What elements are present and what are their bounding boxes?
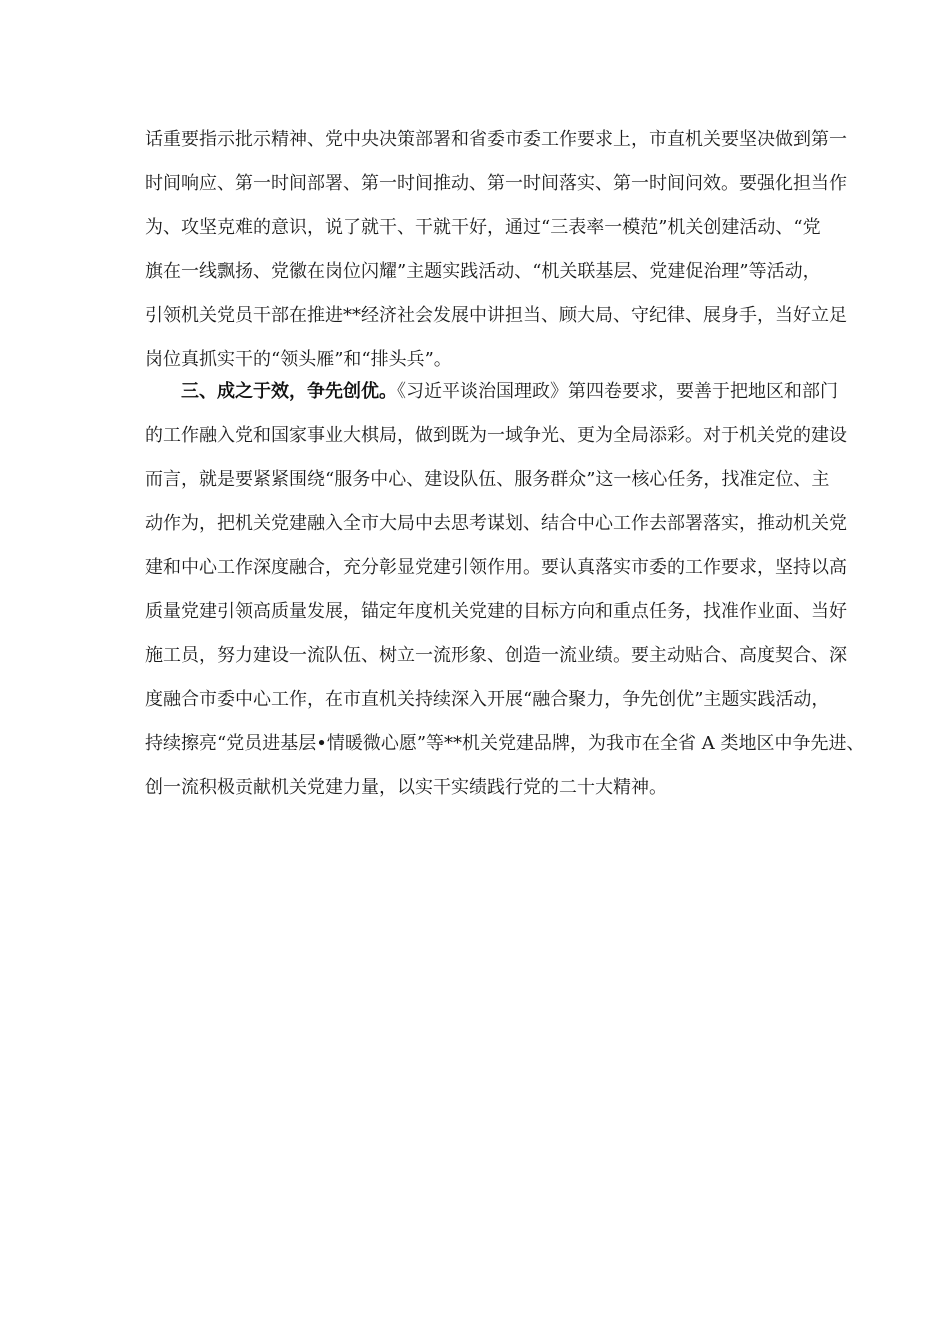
paragraph-1-line-5: 引领机关党员干部在推进**经济社会发展中讲担当、顾大局、守纪律、展身手，当好立足 bbox=[145, 305, 847, 326]
paragraph-2-line-9: 持续擦亮“党员进基层•情暖微心愿”等**机关党建品牌，为我市在全省 A 类地区中争先进、 bbox=[145, 733, 865, 754]
paragraph-2-line-8: 度融合市委中心工作，在市直机关持续深入开展“融合聚力，争先创优”主题实践活动， bbox=[145, 689, 830, 710]
paragraph-2-line-6: 质量党建引领高质量发展，锚定年度机关党建的目标方向和重点任务，找准作业面、当好 bbox=[145, 601, 847, 622]
paragraph-1-line-3: 为、攻坚克难的意识，说了就干、干就干好，通过“三表率一模范”机关创建活动、“党 bbox=[145, 217, 821, 238]
paragraph-2-line-3: 而言，就是要紧紧围绕“服务中心、建设队伍、服务群众”这一核心任务，找准定位、主 bbox=[145, 469, 830, 490]
paragraph-2-first-line-text: 《习近平谈治国理政》第四卷要求，要善于把地区和部门 bbox=[397, 381, 838, 402]
paragraph-2-line-5: 建和中心工作深度融合，充分彰显党建引领作用。要认真落实市委的工作要求，坚持以高 bbox=[145, 557, 847, 578]
paragraph-2-line-4: 动作为，把机关党建融入全市大局中去思考谋划、结合中心工作去部署落实，推动机关党 bbox=[145, 513, 847, 534]
paragraph-2-first-line bbox=[181, 380, 838, 404]
paragraph-1-line-6: 岗位真抓实干的“领头雁”和“排头兵”。 bbox=[145, 349, 452, 370]
paragraph-2-line-2: 的工作融入党和国家事业大棋局，做到既为一域争光、更为全局添彩。对于机关党的建设 bbox=[145, 425, 847, 446]
section-heading: 三、成之于效，争先创优。 bbox=[181, 381, 397, 402]
paragraph-1-line-4: 旗在一线飘扬、党徽在岗位闪耀”主题实践活动、“机关联基层、党建促治理”等活动， bbox=[145, 261, 821, 282]
paragraph-1-line-1: 话重要指示批示精神、党中央决策部署和省委市委工作要求上，市直机关要坚决做到第一 bbox=[145, 129, 847, 150]
paragraph-2-line-10: 创一流积极贡献机关党建力量，以实干实绩践行党的二十大精神。 bbox=[145, 777, 667, 798]
paragraph-2-line-7: 施工员，努力建设一流队伍、树立一流形象、创造一流业绩。要主动贴合、高度契合、深 bbox=[145, 645, 847, 666]
paragraph-1-line-2: 时间响应、第一时间部署、第一时间推动、第一时间落实、第一时间问效。要强化担当作 bbox=[145, 173, 847, 194]
